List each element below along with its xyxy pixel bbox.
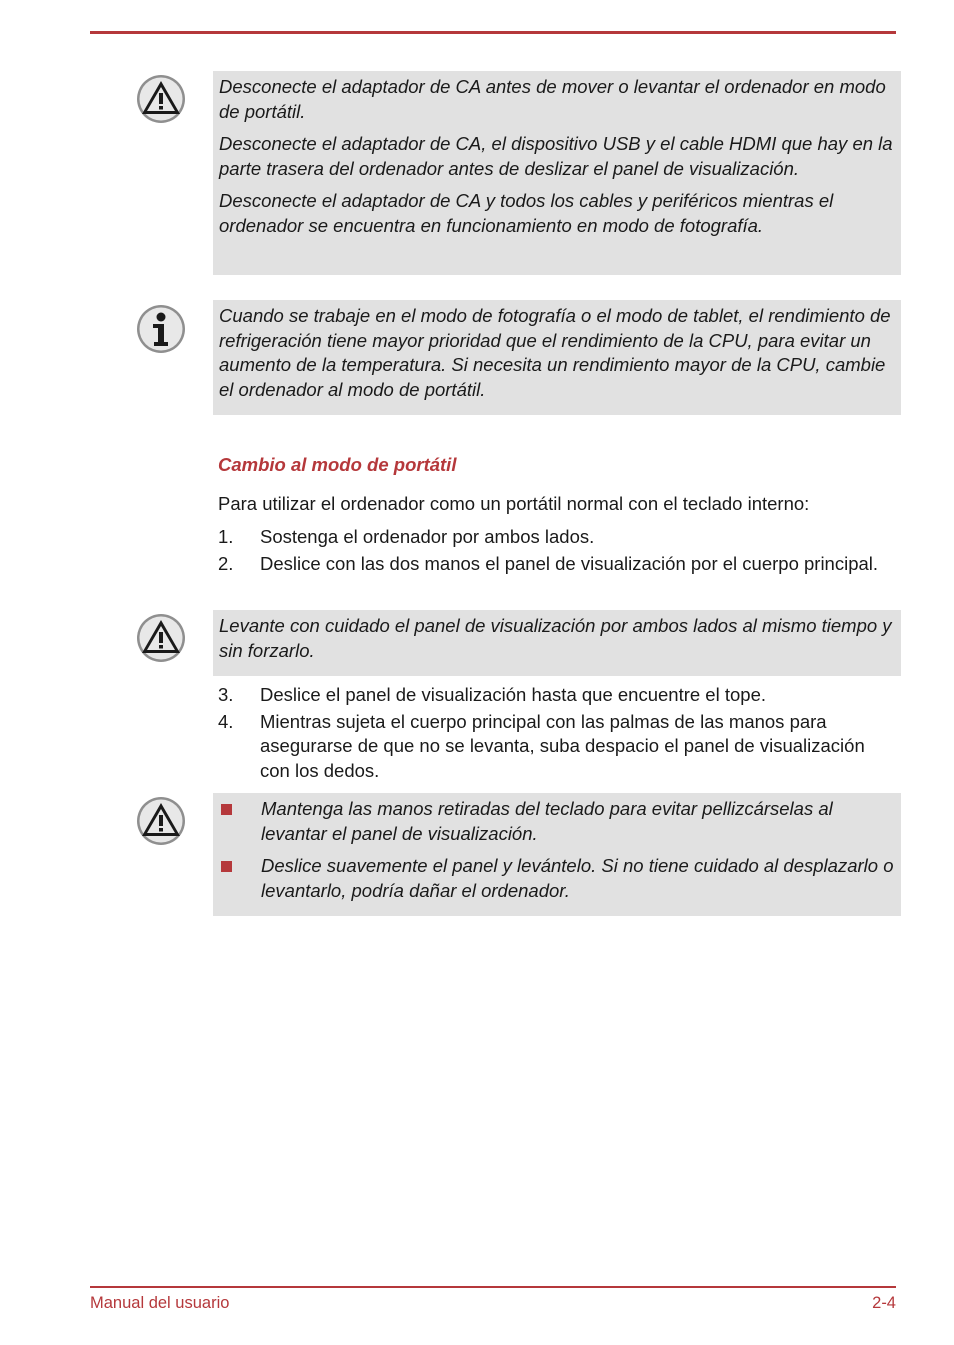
warning-icon	[136, 796, 186, 846]
square-bullet-icon	[221, 804, 232, 815]
step-item	[218, 552, 898, 577]
step-number: 2.	[218, 552, 234, 574]
note-text: Cuando se trabaje en el modo de fotografía o el modo de tablet, el rendimiento de refrigeración tiene mayor prioridad que el rendimiento de la CPU, para evitar un aumento de la temperatura. Si necesita un rendimiento mayor de la CPU, cambie el ordenador al modo de portátil.	[219, 305, 891, 400]
header-rule	[90, 31, 896, 34]
note-text: Desconecte el adaptador de CA y todos los cables y periféricos mientras el ordenador se encuentra en funcionamiento en modo de fotografía.	[219, 190, 834, 236]
warning-note	[213, 793, 901, 916]
warning-icon	[136, 74, 186, 124]
bullet-item	[219, 854, 895, 903]
steps-list	[218, 683, 898, 785]
info-note	[213, 300, 901, 415]
step-text: Sostenga el ordenador por ambos lados.	[260, 526, 595, 547]
note-text: Levante con cuidado el panel de visualización por ambos lados al mismo tiempo y sin forzarlo.	[219, 615, 892, 661]
step-text: Deslice el panel de visualización hasta que encuentre el tope.	[260, 684, 766, 705]
section-heading: Cambio al modo de portátil	[218, 454, 457, 475]
note-text: Desconecte el adaptador de CA antes de mover o levantar el ordenador en modo de portátil.	[219, 76, 886, 122]
bullet-text: Deslice suavemente el panel y levántelo. Si no tiene cuidado al desplazarlo o levantarlo, podría dañar el ordenador.	[261, 855, 894, 901]
step-number: 3.	[218, 684, 234, 705]
step-number: 4.	[218, 710, 234, 732]
step-text: Mientras sujeta el cuerpo principal con las palmas de las manos para asegurarse de que no se levanta, suba despacio el panel de visualización con los dedos.	[260, 710, 865, 781]
bullet-list	[219, 797, 895, 903]
step-text: Deslice con las dos manos el panel de visualización por el cuerpo principal.	[260, 552, 879, 574]
note-text: Desconecte el adaptador de CA, el dispositivo USB y el cable HDMI que hay en la parte trasera del ordenador antes de deslizar el panel de visualización.	[219, 133, 893, 179]
bullet-item	[219, 797, 895, 846]
section-intro: Para utilizar el ordenador como un portátil normal con el teclado interno:	[218, 493, 810, 514]
square-bullet-icon	[221, 861, 232, 872]
warning-note	[213, 71, 901, 275]
bullet-text: Mantenga las manos retiradas del teclado para evitar pellizcárselas al levantar el panel de visualización.	[261, 798, 833, 844]
step-item	[218, 683, 898, 708]
info-icon	[136, 304, 186, 354]
step-item	[218, 525, 898, 550]
page-number: 2-4	[872, 1294, 896, 1312]
footer-rule	[90, 1286, 896, 1288]
footer-title: Manual del usuario	[90, 1294, 230, 1312]
warning-icon	[136, 613, 186, 663]
step-item	[218, 710, 898, 784]
warning-note	[213, 610, 901, 676]
steps-list	[218, 525, 898, 578]
step-number: 1.	[218, 526, 234, 547]
